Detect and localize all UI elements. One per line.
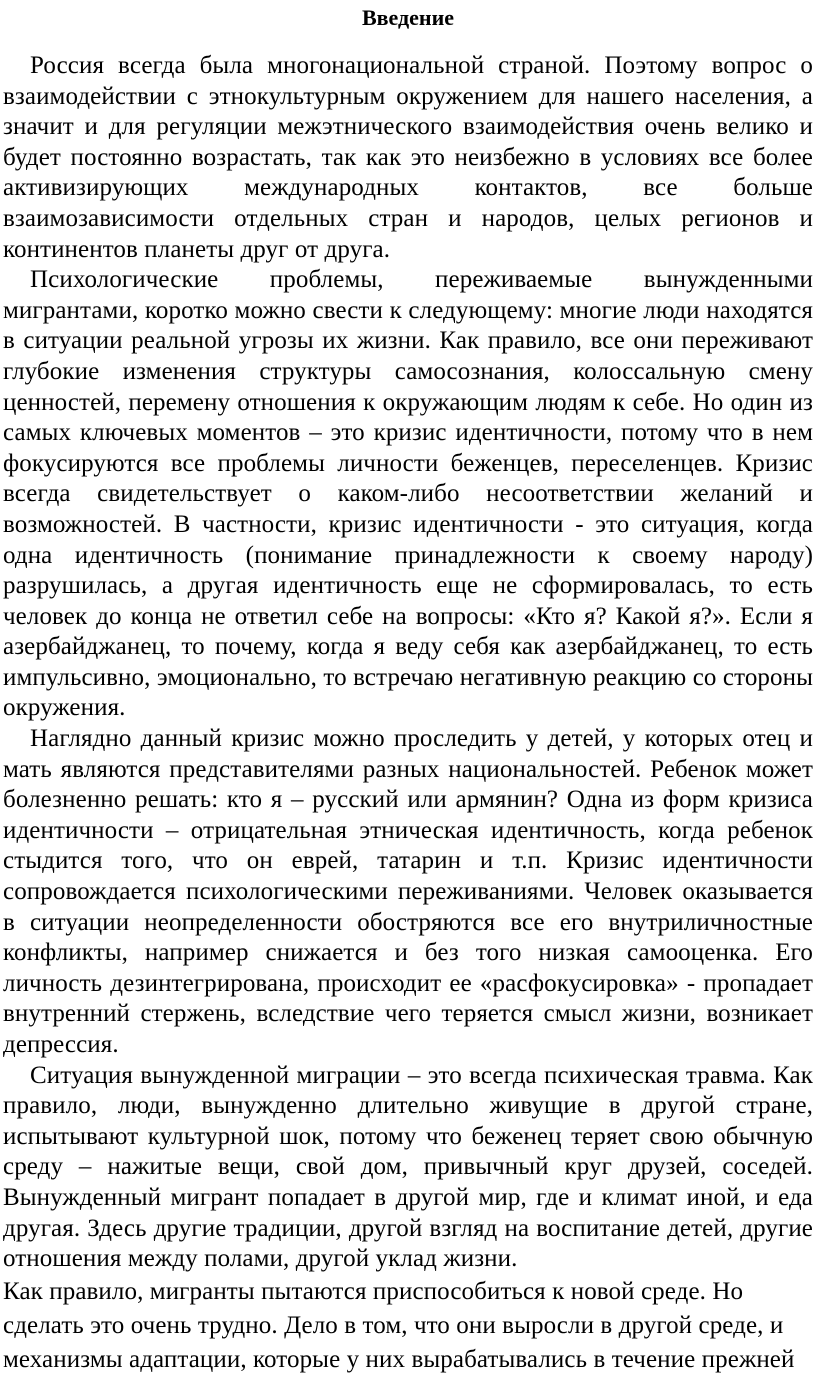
paragraph-1: Россия всегда была многонациональной страной. Поэтому вопрос о взаимодействии с этнокультурным окружением для нашего населения, а значит и для регуляции межэтнического взаимодействия очень велико и будет постоянно возрастать, так как это неизбежно в условиях все более активизирующих международных контактов, все больше взаимозависимости отдельных стран и народов, целых регионов и континентов планеты друг от друга. — [3, 52, 813, 263]
paragraph-3: Наглядно данный кризис можно проследить у детей, у которых отец и мать являются представителями разных национальностей. Ребенок может болезненно решать: кто я – русский или армянин? Одна из форм кризиса идентичности – отрицательная этническая идентичность, когда ребенок стыдится того, что он еврей, татарин и т.п. Кризис идентичности сопровождается психологическими переживаниями. Человек оказывается в ситуации неопределенности обостряются все его внутриличностные конфликты, например снижается и без того низкая самооценка. Его личность дезинтегрирована, происходит ее «расфокусировка» - пропадает внутренний стержень, вследствие чего теряется смысл жизни, возникает депрессия. — [3, 725, 813, 1058]
paragraph-4: Ситуация вынужденной миграции – это всегда психическая травма. Как правило, люди, вынужденно длительно живущие в другой стране, испытывают культурной шок, потому что беженец теряет свою обычную среду – нажитые вещи, свой дом, привычный круг друзей, соседей. Вынужденный мигрант попадает в другой мир, где и климат иной, и еда другая. Здесь другие традиции, другой взгляд на воспитание детей, другие отношения между полами, другой уклад жизни. — [3, 1061, 813, 1273]
paragraph-5: Как правило, мигранты пытаются приспособиться к новой среде. Но сделать это очень трудно. Дело в том, что они выросли в другой среде, и механизмы адаптации, которые у них вырабатывались в течение прежней — [3, 1277, 795, 1373]
document-title: Введение — [361, 5, 455, 30]
paragraph-2: Психологические проблемы, переживаемые вынужденными мигрантами, коротко можно свести к следующему: многие люди находятся в ситуации реальной угрозы их жизни. Как правило, все они переживают глубокие изменения структуры самосознания, колоссальную смену ценностей, перемену отношения к окружающим людям к себе. Но один из самых ключевых моментов – это кризис идентичности, потому что в нем фокусируются все проблемы личности беженцев, переселенцев. Кризис всегда свидетельствует о каком-либо несоответствии желаний и возможностей. В частности, кризис идентичности - это ситуация, когда одна идентичность (понимание принадлежности к своему народу) разрушилась, а другая идентичность еще не сформировалась, то есть человек до конца не ответил себе на вопросы: «Кто я? Какой я?». Если я азербайджанец, то почему, когда я веду себя как азербайджанец, то есть импульсивно, эмоционально, то встречаю негативную реакцию со стороны окружения. — [3, 266, 813, 722]
